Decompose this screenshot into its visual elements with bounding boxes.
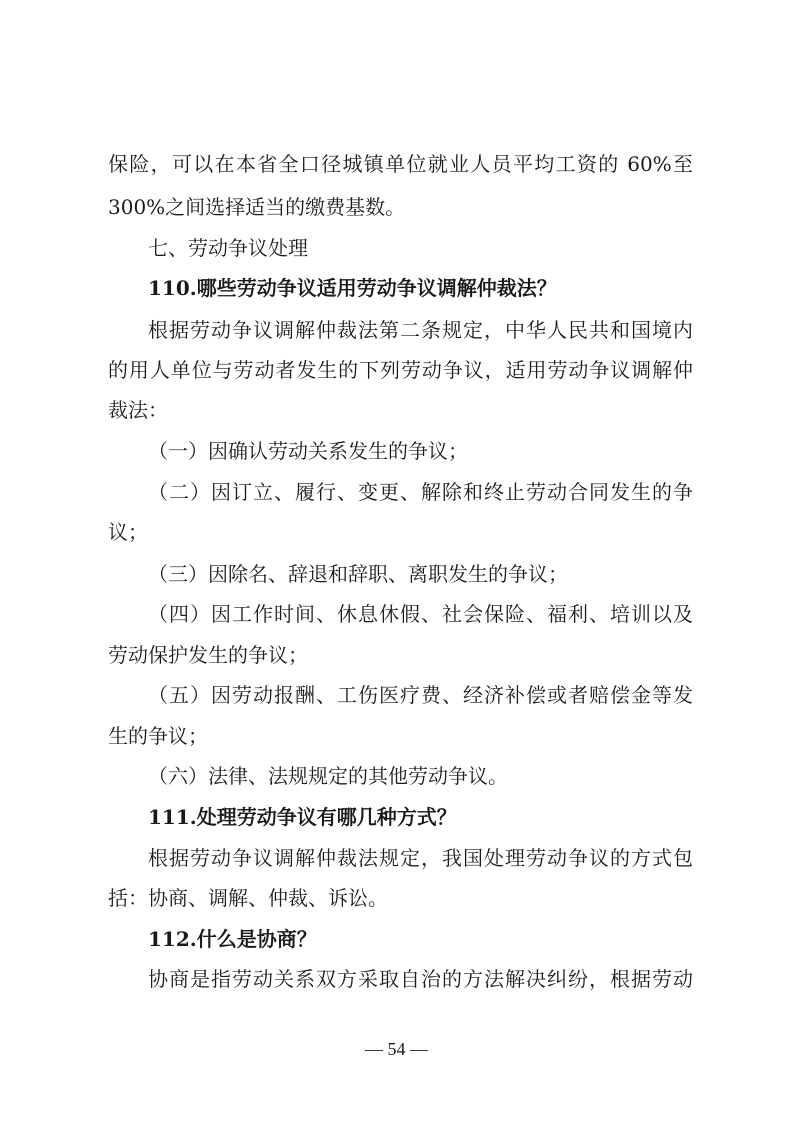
paragraph-110-line-3: 裁法： xyxy=(108,398,168,422)
paragraph-line-continuation-1: 保险，可以在本省全口径城镇单位就业人员平均工资的 60%至 xyxy=(108,152,693,176)
paragraph-110-line-1: 根据劳动争议调解仲裁法第二条规定，中华人民共和国境内 xyxy=(148,318,693,342)
list-item-5-line-1: （五）因劳动报酬、工伤医疗费、经济补偿或者赔偿金等发 xyxy=(148,683,693,707)
list-item-6: （六）法律、法规规定的其他劳动争议。 xyxy=(148,764,508,788)
question-heading-110: 110.哪些劳动争议适用劳动争议调解仲裁法？ xyxy=(148,276,557,300)
list-item-4-line-2: 劳动保护发生的争议； xyxy=(108,643,308,667)
list-item-2-line-2: 议； xyxy=(108,520,148,544)
list-item-5-line-2: 生的争议； xyxy=(108,724,208,748)
paragraph-110-line-2: 的用人单位与劳动者发生的下列劳动争议，适用劳动争议调解仲 xyxy=(108,358,693,382)
list-item-3: （三）因除名、辞退和辞职、离职发生的争议； xyxy=(148,562,568,586)
paragraph-111-line-2: 括：协商、调解、仲裁、诉讼。 xyxy=(108,886,388,910)
paragraph-line-continuation-2: 300%之间选择适当的缴费基数。 xyxy=(108,195,406,219)
page-number: — 54 — xyxy=(365,1039,428,1059)
paragraph-111-line-1: 根据劳动争议调解仲裁法规定，我国处理劳动争议的方式包 xyxy=(148,846,693,870)
list-item-2-line-1: （二）因订立、履行、变更、解除和终止劳动合同发生的争 xyxy=(148,480,693,504)
section-heading-labor-disputes: 七、劳动争议处理 xyxy=(148,236,308,260)
list-item-1: （一）因确认劳动关系发生的争议； xyxy=(148,439,468,463)
paragraph-112-line-1: 协商是指劳动关系双方采取自治的方法解决纠纷，根据劳动 xyxy=(148,967,693,991)
question-heading-112: 112.什么是协商？ xyxy=(148,927,317,951)
question-heading-111: 111.处理劳动争议有哪几种方式？ xyxy=(148,805,457,829)
list-item-4-line-1: （四）因工作时间、休息休假、社会保险、福利、培训以及 xyxy=(148,602,693,626)
